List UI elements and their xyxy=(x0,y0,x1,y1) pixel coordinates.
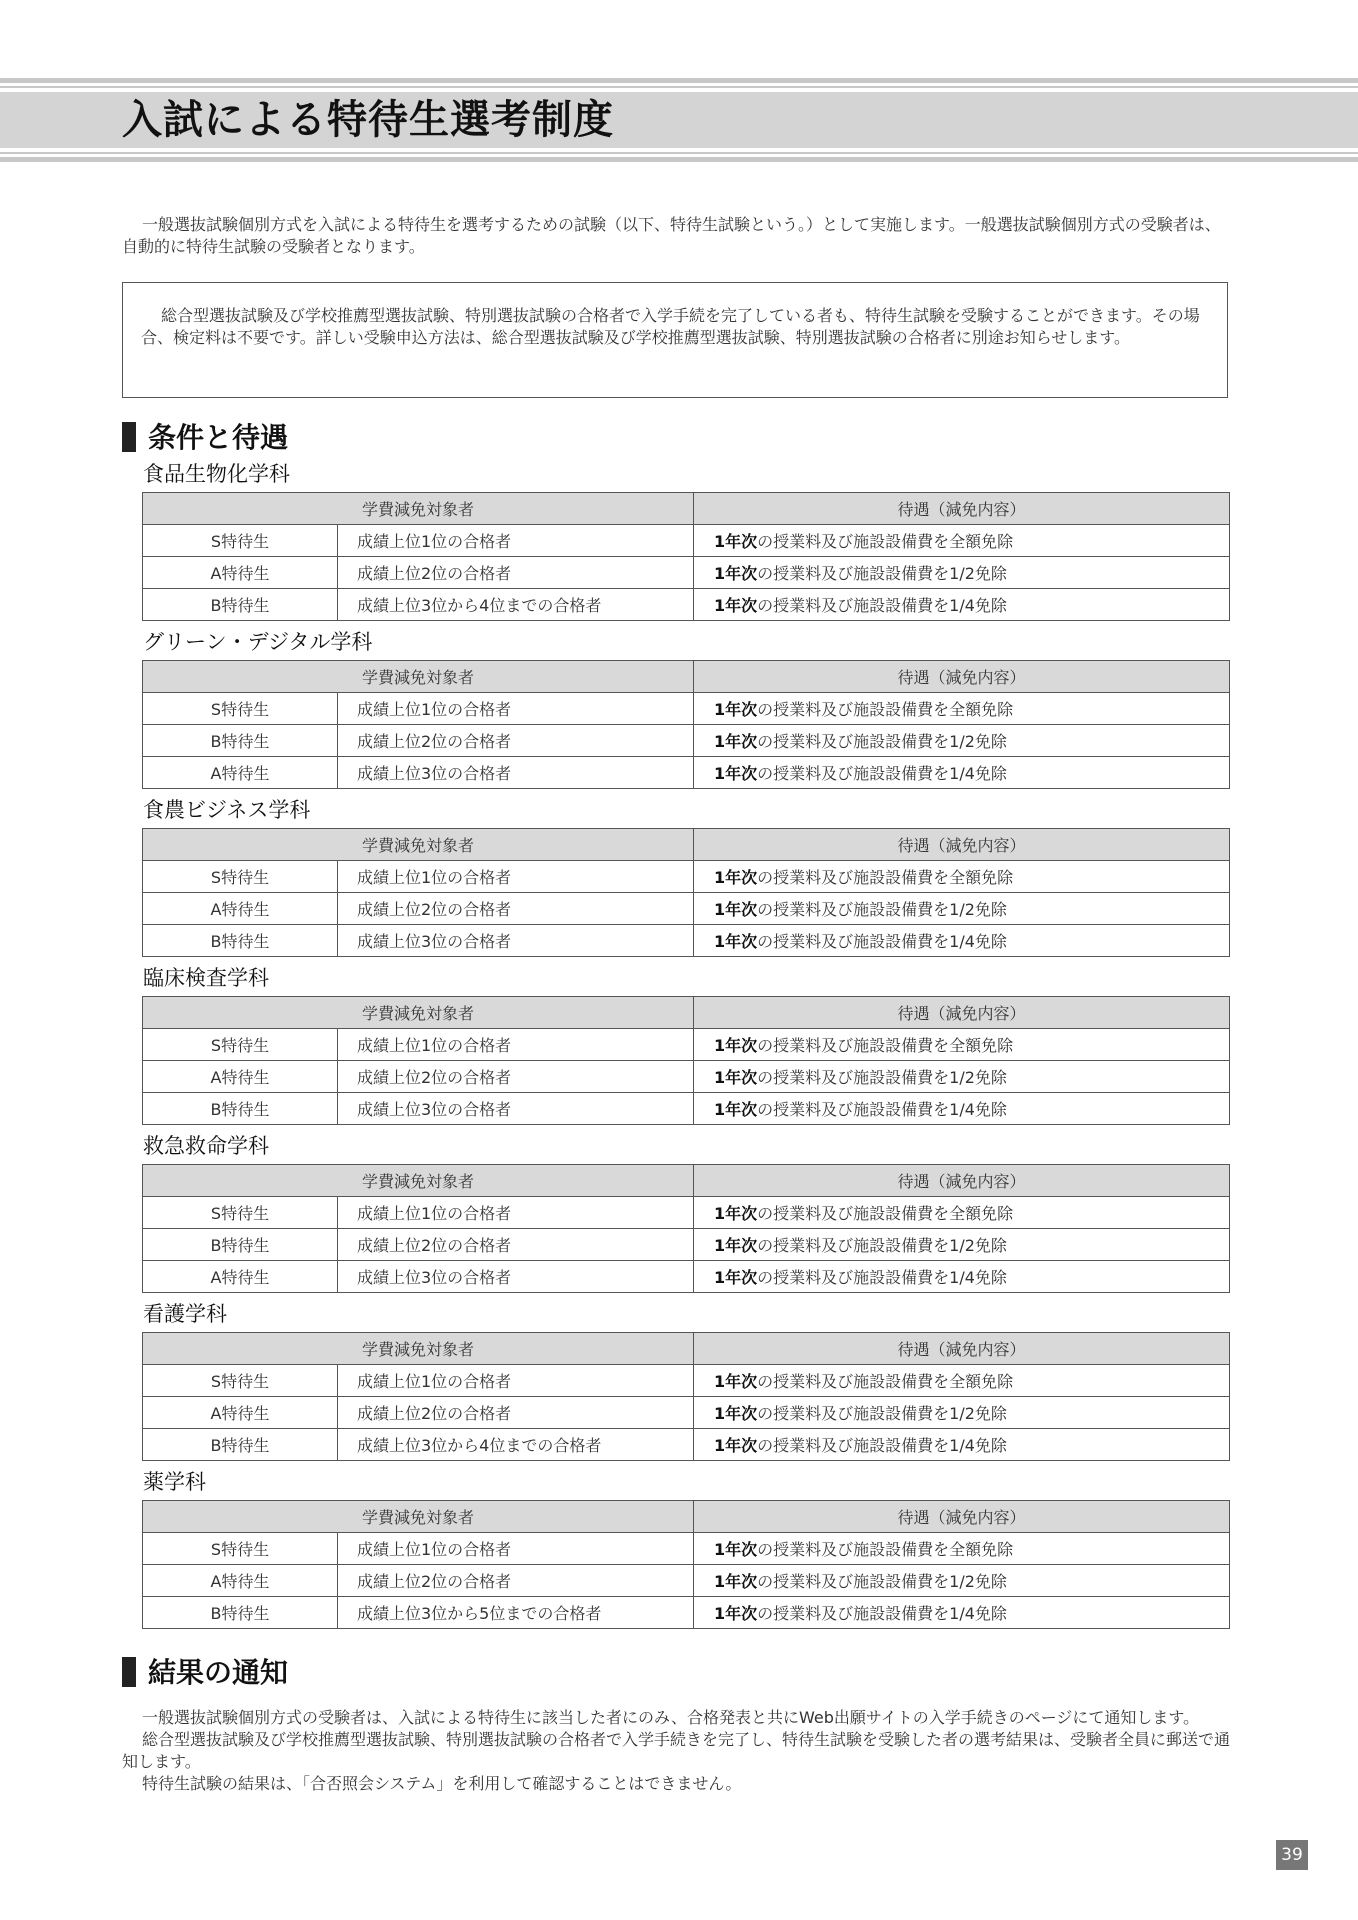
department-name: 看護学科 xyxy=(143,1302,227,1326)
treatment-year: 1年次 xyxy=(714,1268,758,1287)
rank-cell: B特待生 xyxy=(143,1229,338,1261)
rank-cell: B特待生 xyxy=(143,725,338,757)
department-name: 臨床検査学科 xyxy=(143,966,269,990)
results-paragraph: 一般選抜試験個別方式の受験者は、入試による特待生に該当した者にのみ、合格発表と共にWeb出願サイトの入学手続きのページにて通知します。 xyxy=(142,1708,1200,1727)
rank-cell: S特待生 xyxy=(143,1197,338,1229)
conditions-table xyxy=(142,828,1230,957)
table-row xyxy=(143,1429,1230,1461)
treatment-cell xyxy=(694,1429,1230,1461)
treatment-year: 1年次 xyxy=(714,1372,758,1391)
treatment-cell xyxy=(694,1597,1230,1629)
treatment-text: の授業料及び施設設備費を全額免除 xyxy=(757,1204,1014,1223)
target-cell: 成績上位3位の合格者 xyxy=(338,757,694,789)
treatment-cell xyxy=(694,861,1230,893)
rank-cell: S特待生 xyxy=(143,1533,338,1565)
treatment-cell xyxy=(694,893,1230,925)
table-row xyxy=(143,757,1230,789)
treatment-year: 1年次 xyxy=(714,532,758,551)
rank-cell: S特待生 xyxy=(143,1365,338,1397)
table-row xyxy=(143,1365,1230,1397)
table-row xyxy=(143,861,1230,893)
header-target: 学費減免対象者 xyxy=(143,661,694,693)
header-target: 学費減免対象者 xyxy=(143,1501,694,1533)
treatment-year: 1年次 xyxy=(714,764,758,783)
target-cell: 成績上位2位の合格者 xyxy=(338,725,694,757)
treatment-year: 1年次 xyxy=(714,1540,758,1559)
treatment-text: の授業料及び施設設備費を全額免除 xyxy=(757,532,1014,551)
department-name: 食農ビジネス学科 xyxy=(143,798,311,822)
treatment-cell xyxy=(694,1093,1230,1125)
table-row xyxy=(143,1397,1230,1429)
table-header-row xyxy=(143,829,1230,861)
treatment-text: の授業料及び施設設備費を1/2免除 xyxy=(757,1068,1007,1087)
treatment-cell xyxy=(694,725,1230,757)
table-row xyxy=(143,725,1230,757)
table-row xyxy=(143,1029,1230,1061)
treatment-year: 1年次 xyxy=(714,1604,758,1623)
results-paragraph: 特待生試験の結果は、「合否照会システム」を利用して確認することはできません。 xyxy=(142,1774,742,1793)
treatment-year: 1年次 xyxy=(714,1404,758,1423)
treatment-text: の授業料及び施設設備費を1/4免除 xyxy=(757,932,1007,951)
target-cell: 成績上位2位の合格者 xyxy=(338,1229,694,1261)
treatment-year: 1年次 xyxy=(714,1572,758,1591)
treatment-text: の授業料及び施設設備費を1/2免除 xyxy=(757,1404,1007,1423)
treatment-cell xyxy=(694,1365,1230,1397)
treatment-year: 1年次 xyxy=(714,1436,758,1455)
rank-cell: A特待生 xyxy=(143,1061,338,1093)
header-target: 学費減免対象者 xyxy=(143,997,694,1029)
department-name: グリーン・デジタル学科 xyxy=(143,630,373,654)
table-row xyxy=(143,1197,1230,1229)
rank-cell: B特待生 xyxy=(143,1597,338,1629)
rank-cell: S特待生 xyxy=(143,1029,338,1061)
department-name: 薬学科 xyxy=(143,1470,206,1494)
treatment-cell xyxy=(694,525,1230,557)
treatment-cell xyxy=(694,1229,1230,1261)
header-treatment: 待遇（減免内容） xyxy=(694,1333,1230,1365)
heading-marker xyxy=(122,1657,136,1687)
target-cell: 成績上位3位の合格者 xyxy=(338,1093,694,1125)
target-cell: 成績上位3位の合格者 xyxy=(338,925,694,957)
results-body xyxy=(122,1707,1230,1795)
conditions-table xyxy=(142,1500,1230,1629)
treatment-year: 1年次 xyxy=(714,700,758,719)
treatment-text: の授業料及び施設設備費を全額免除 xyxy=(757,700,1014,719)
intro-paragraph: 一般選抜試験個別方式を入試による特待生を選考するための試験（以下、特待生試験という。）として実施します。一般選抜試験個別方式の受験者は、自動的に特待生試験の受験者となります。 xyxy=(122,215,1221,256)
target-cell: 成績上位2位の合格者 xyxy=(338,1397,694,1429)
rank-cell: B特待生 xyxy=(143,1429,338,1461)
target-cell: 成績上位1位の合格者 xyxy=(338,861,694,893)
table-row xyxy=(143,1565,1230,1597)
target-cell: 成績上位1位の合格者 xyxy=(338,525,694,557)
treatment-cell xyxy=(694,1397,1230,1429)
header-rule-bottom xyxy=(0,157,1358,162)
table-row xyxy=(143,1093,1230,1125)
conditions-table xyxy=(142,660,1230,789)
treatment-text: の授業料及び施設設備費を1/4免除 xyxy=(757,1268,1007,1287)
target-cell: 成績上位3位の合格者 xyxy=(338,1261,694,1293)
table-header-row xyxy=(143,1501,1230,1533)
rank-cell: A特待生 xyxy=(143,1261,338,1293)
target-cell: 成績上位1位の合格者 xyxy=(338,1365,694,1397)
table-header-row xyxy=(143,661,1230,693)
header-rule-bottom-thin xyxy=(0,152,1358,154)
target-cell: 成績上位2位の合格者 xyxy=(338,557,694,589)
treatment-text: の授業料及び施設設備費を全額免除 xyxy=(757,1540,1014,1559)
treatment-cell xyxy=(694,693,1230,725)
treatment-year: 1年次 xyxy=(714,932,758,951)
note-text: 総合型選抜試験及び学校推薦型選抜試験、特別選抜試験の合格者で入学手続を完了している者も、特待生試験を受験することができます。その場合、検定料は不要です。詳しい受験申込方法は、総合型選抜試験及び学校推薦型選抜試験、特別選抜試験の合格者に別途お知らせします。 xyxy=(141,306,1200,347)
header-target: 学費減免対象者 xyxy=(143,1333,694,1365)
table-row xyxy=(143,557,1230,589)
treatment-year: 1年次 xyxy=(714,1036,758,1055)
table-header-row xyxy=(143,1165,1230,1197)
treatment-text: の授業料及び施設設備費を1/4免除 xyxy=(757,596,1007,615)
conditions-heading xyxy=(122,421,288,455)
treatment-cell xyxy=(694,925,1230,957)
treatment-year: 1年次 xyxy=(714,1236,758,1255)
target-cell: 成績上位1位の合格者 xyxy=(338,693,694,725)
table-header-row xyxy=(143,997,1230,1029)
table-row xyxy=(143,893,1230,925)
header-treatment: 待遇（減免内容） xyxy=(694,829,1230,861)
treatment-text: の授業料及び施設設備費を1/2免除 xyxy=(757,900,1007,919)
table-row xyxy=(143,1229,1230,1261)
treatment-year: 1年次 xyxy=(714,732,758,751)
treatment-text: の授業料及び施設設備費を全額免除 xyxy=(757,868,1014,887)
conditions-table xyxy=(142,492,1230,621)
target-cell: 成績上位3位から5位までの合格者 xyxy=(338,1597,694,1629)
target-cell: 成績上位1位の合格者 xyxy=(338,1197,694,1229)
treatment-text: の授業料及び施設設備費を1/4免除 xyxy=(757,1100,1007,1119)
header-target: 学費減免対象者 xyxy=(143,1165,694,1197)
treatment-cell xyxy=(694,1565,1230,1597)
header-target: 学費減免対象者 xyxy=(143,493,694,525)
treatment-text: の授業料及び施設設備費を1/4免除 xyxy=(757,1604,1007,1623)
treatment-year: 1年次 xyxy=(714,1204,758,1223)
header-treatment: 待遇（減免内容） xyxy=(694,661,1230,693)
table-row xyxy=(143,1533,1230,1565)
results-heading-text: 結果の通知 xyxy=(148,1656,289,1689)
page-number: 39 xyxy=(1276,1840,1308,1870)
treatment-text: の授業料及び施設設備費を1/4免除 xyxy=(757,1436,1007,1455)
treatment-cell xyxy=(694,1533,1230,1565)
header-target: 学費減免対象者 xyxy=(143,829,694,861)
rank-cell: B特待生 xyxy=(143,589,338,621)
table-header-row xyxy=(143,493,1230,525)
target-cell: 成績上位3位から4位までの合格者 xyxy=(338,589,694,621)
treatment-cell xyxy=(694,589,1230,621)
target-cell: 成績上位2位の合格者 xyxy=(338,1565,694,1597)
department-name: 食品生物化学科 xyxy=(143,462,290,486)
rank-cell: A特待生 xyxy=(143,757,338,789)
table-row xyxy=(143,925,1230,957)
results-heading xyxy=(122,1656,288,1690)
header-rule-top xyxy=(0,78,1358,83)
header-treatment: 待遇（減免内容） xyxy=(694,1501,1230,1533)
table-row xyxy=(143,693,1230,725)
treatment-text: の授業料及び施設設備費を1/2免除 xyxy=(757,732,1007,751)
table-row xyxy=(143,1061,1230,1093)
rank-cell: S特待生 xyxy=(143,861,338,893)
page-title: 入試による特待生選考制度 xyxy=(122,97,614,143)
header-treatment: 待遇（減免内容） xyxy=(694,493,1230,525)
treatment-text: の授業料及び施設設備費を全額免除 xyxy=(757,1372,1014,1391)
treatment-cell xyxy=(694,1029,1230,1061)
treatment-cell xyxy=(694,1261,1230,1293)
table-row xyxy=(143,1597,1230,1629)
target-cell: 成績上位1位の合格者 xyxy=(338,1533,694,1565)
conditions-table xyxy=(142,1332,1230,1461)
header-rule-thin xyxy=(0,86,1358,88)
treatment-text: の授業料及び施設設備費を1/2免除 xyxy=(757,1572,1007,1591)
header-treatment: 待遇（減免内容） xyxy=(694,1165,1230,1197)
treatment-cell xyxy=(694,1061,1230,1093)
results-paragraph: 総合型選抜試験及び学校推薦型選抜試験、特別選抜試験の合格者で入学手続きを完了し、特待生試験を受験した者の選考結果は、受験者全員に郵送で通知します。 xyxy=(122,1730,1231,1771)
rank-cell: A特待生 xyxy=(143,1397,338,1429)
conditions-table xyxy=(142,1164,1230,1293)
note-box xyxy=(122,282,1228,398)
treatment-year: 1年次 xyxy=(714,900,758,919)
table-row xyxy=(143,525,1230,557)
treatment-text: の授業料及び施設設備費を1/4免除 xyxy=(757,764,1007,783)
treatment-year: 1年次 xyxy=(714,596,758,615)
heading-marker xyxy=(122,422,136,452)
conditions-heading-text: 条件と待遇 xyxy=(148,421,289,454)
table-row xyxy=(143,589,1230,621)
treatment-text: の授業料及び施設設備費を1/2免除 xyxy=(757,564,1007,583)
rank-cell: A特待生 xyxy=(143,557,338,589)
treatment-cell xyxy=(694,557,1230,589)
treatment-cell xyxy=(694,1197,1230,1229)
rank-cell: B特待生 xyxy=(143,1093,338,1125)
treatment-year: 1年次 xyxy=(714,1100,758,1119)
target-cell: 成績上位1位の合格者 xyxy=(338,1029,694,1061)
treatment-text: の授業料及び施設設備費を全額免除 xyxy=(757,1036,1014,1055)
rank-cell: S特待生 xyxy=(143,693,338,725)
treatment-cell xyxy=(694,757,1230,789)
rank-cell: A特待生 xyxy=(143,1565,338,1597)
target-cell: 成績上位2位の合格者 xyxy=(338,893,694,925)
department-name: 救急救命学科 xyxy=(143,1134,269,1158)
rank-cell: S特待生 xyxy=(143,525,338,557)
table-row xyxy=(143,1261,1230,1293)
treatment-year: 1年次 xyxy=(714,564,758,583)
target-cell: 成績上位2位の合格者 xyxy=(338,1061,694,1093)
rank-cell: A特待生 xyxy=(143,893,338,925)
treatment-year: 1年次 xyxy=(714,868,758,887)
header-treatment: 待遇（減免内容） xyxy=(694,997,1230,1029)
rank-cell: B特待生 xyxy=(143,925,338,957)
target-cell: 成績上位3位から4位までの合格者 xyxy=(338,1429,694,1461)
table-header-row xyxy=(143,1333,1230,1365)
conditions-table xyxy=(142,996,1230,1125)
treatment-year: 1年次 xyxy=(714,1068,758,1087)
treatment-text: の授業料及び施設設備費を1/2免除 xyxy=(757,1236,1007,1255)
